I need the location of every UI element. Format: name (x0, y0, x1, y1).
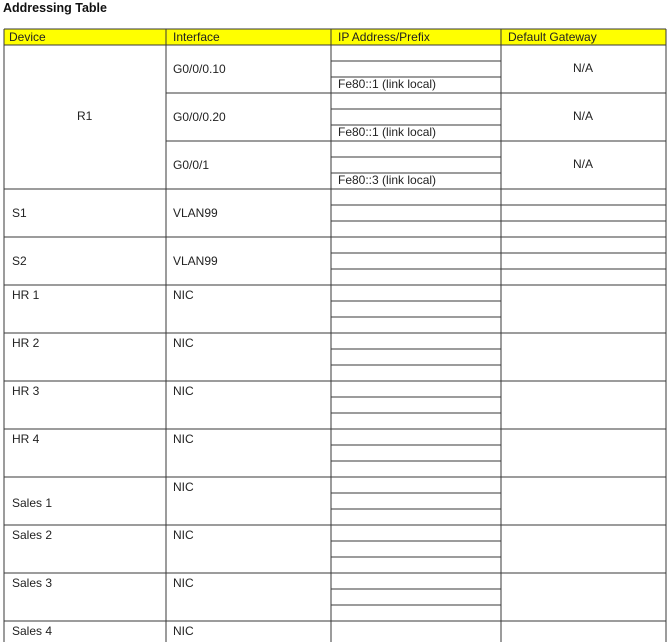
interface-cell: G0/0/0.20 (173, 110, 226, 124)
interface-cell: NIC (173, 624, 194, 638)
gateway-cell: N/A (573, 109, 594, 123)
page-title: Addressing Table (3, 1, 107, 15)
header-interface: Interface (173, 30, 220, 44)
ip-link-local-cell: Fe80::1 (link local) (338, 77, 437, 91)
device-cell: Sales 4 (12, 624, 53, 638)
interface-cell: NIC (173, 528, 194, 542)
header-default-gateway: Default Gateway (508, 30, 597, 44)
interface-cell: VLAN99 (173, 254, 218, 268)
device-cell: HR 4 (12, 432, 40, 446)
interface-cell: G0/0/0.10 (173, 62, 226, 76)
interface-cell: NIC (173, 432, 194, 446)
interface-cell: NIC (173, 288, 194, 302)
device-cell: Sales 2 (12, 528, 53, 542)
header-device: Device (9, 30, 46, 44)
ip-link-local-cell: Fe80::3 (link local) (338, 173, 437, 187)
device-cell: Sales 1 (12, 496, 53, 510)
interface-cell: VLAN99 (173, 206, 218, 220)
interface-cell: G0/0/1 (173, 158, 210, 172)
interface-cell: NIC (173, 576, 194, 590)
header-ip-address: IP Address/Prefix (338, 30, 430, 44)
interface-cell: NIC (173, 384, 194, 398)
interface-cell: NIC (173, 480, 194, 494)
device-cell: Sales 3 (12, 576, 53, 590)
device-cell: HR 2 (12, 336, 40, 350)
device-cell: R1 (77, 109, 93, 123)
device-cell: S1 (12, 206, 27, 220)
gateway-cell: N/A (573, 157, 594, 171)
device-cell: S2 (12, 254, 27, 268)
device-cell: HR 1 (12, 288, 40, 302)
interface-cell: NIC (173, 336, 194, 350)
device-cell: HR 3 (12, 384, 40, 398)
gateway-cell: N/A (573, 61, 594, 75)
ip-link-local-cell: Fe80::1 (link local) (338, 125, 437, 139)
